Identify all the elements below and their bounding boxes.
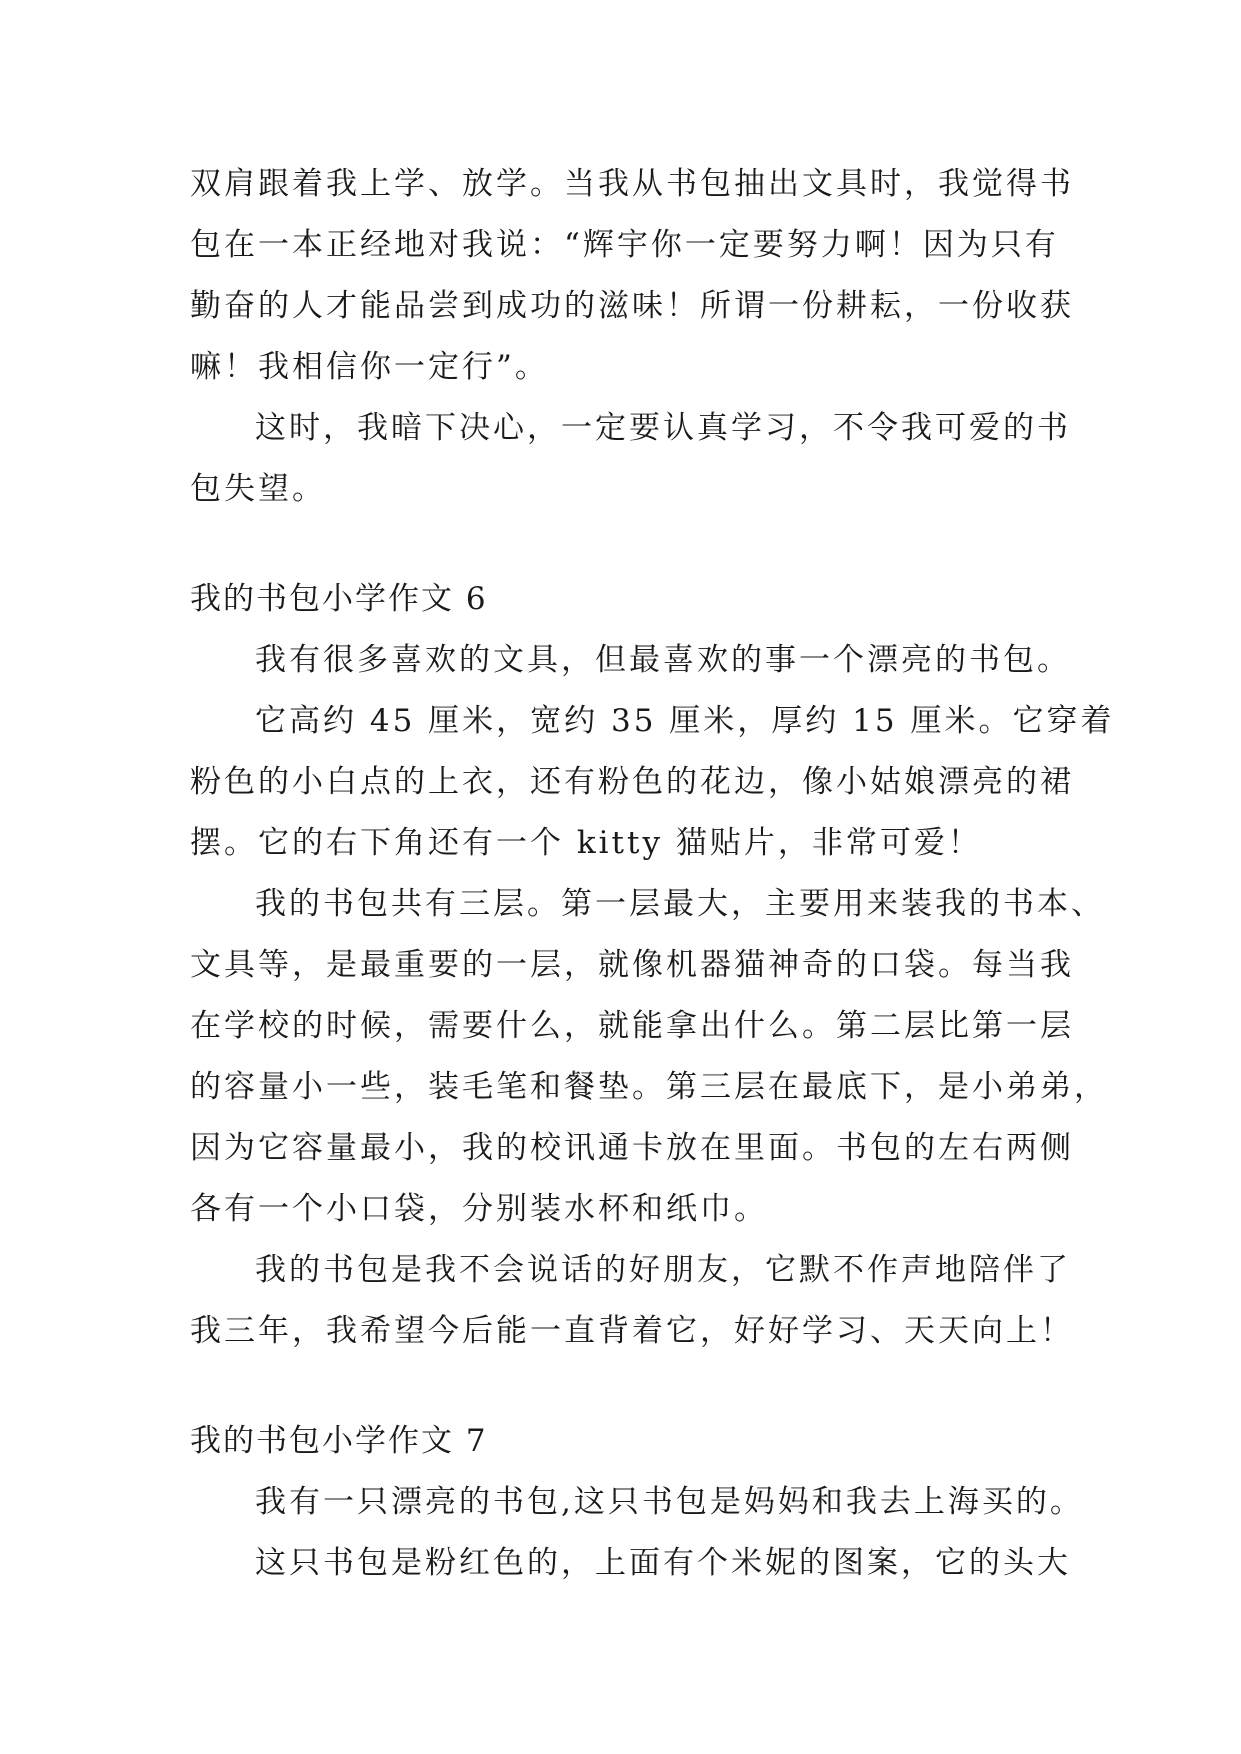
- paragraph-line: 双肩跟着我上学、放学。当我从书包抽出文具时，我觉得书: [190, 166, 1074, 202]
- paragraph-line: 这只书包是粉红色的，上面有个米妮的图案，它的头大: [255, 1545, 1071, 1581]
- paragraph-line: 在学校的时候，需要什么，就能拿出什么。第二层比第一层: [190, 1008, 1074, 1044]
- paragraph-line: 因为它容量最小，我的校讯通卡放在里面。书包的左右两侧: [190, 1130, 1074, 1166]
- paragraph-line: 我有很多喜欢的文具，但最喜欢的事一个漂亮的书包。: [255, 642, 1071, 678]
- paragraph-line: 摆。它的右下角还有一个 kitty 猫贴片，非常可爱！: [190, 825, 982, 861]
- paragraph-line: 包在一本正经地对我说：“辉宇你一定要努力啊！因为只有: [190, 227, 1059, 263]
- section-heading: 我的书包小学作文 7: [190, 1423, 488, 1459]
- paragraph-line: 我三年，我希望今后能一直背着它，好好学习、天天向上！: [190, 1313, 1074, 1349]
- paragraph-line: 它高约 45 厘米，宽约 35 厘米，厚约 15 厘米。它穿着: [255, 703, 1115, 739]
- paragraph-line: 各有一个小口袋，分别装水杯和纸巾。: [190, 1191, 768, 1227]
- section-heading: 我的书包小学作文 6: [190, 581, 488, 617]
- paragraph-line: 我有一只漂亮的书包,这只书包是妈妈和我去上海买的。: [255, 1484, 1084, 1520]
- paragraph-line: 嘛！我相信你一定行”。: [190, 349, 549, 385]
- paragraph-line: 勤奋的人才能品尝到成功的滋味！所谓一份耕耘，一份收获: [190, 288, 1074, 324]
- paragraph-line: 文具等，是最重要的一层，就像机器猫神奇的口袋。每当我: [190, 947, 1074, 983]
- paragraph-line: 这时，我暗下决心，一定要认真学习，不令我可爱的书: [255, 410, 1071, 446]
- paragraph-line: 我的书包共有三层。第一层最大，主要用来装我的书本、: [255, 886, 1105, 922]
- paragraph-line: 我的书包是我不会说话的好朋友，它默不作声地陪伴了: [255, 1252, 1071, 1288]
- paragraph-line: 粉色的小白点的上衣，还有粉色的花边，像小姑娘漂亮的裙: [190, 764, 1074, 800]
- paragraph-line: 包失望。: [190, 471, 326, 507]
- paragraph-line: 的容量小一些，装毛笔和餐垫。第三层在最底下，是小弟弟，: [190, 1069, 1108, 1105]
